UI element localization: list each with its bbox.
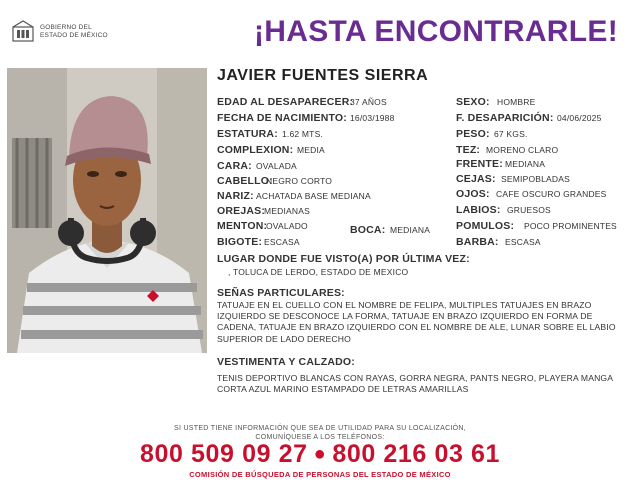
footer-commission: COMISIÓN DE BÚSQUEDA DE PERSONAS DEL ESTADO DE MÉXICO [189, 470, 451, 479]
sexo-value: HOMBRE [497, 97, 536, 107]
person-photo [7, 68, 207, 353]
logo-line-1: GOBIERNO DEL [40, 24, 92, 31]
cejas-value: SEMIPOBLADAS [501, 174, 571, 184]
phone-number-2[interactable]: 800 216 03 61 [332, 440, 501, 468]
boca-value: MEDIANA [390, 225, 431, 235]
labios-value: GRUESOS [507, 205, 551, 215]
bigote-label: BIGOTE: [217, 236, 263, 248]
phone-number-1[interactable]: 800 509 09 27 [139, 440, 308, 468]
bigote-value: ESCASA [264, 237, 300, 247]
ojos-value: CAFE OSCURO GRANDES [496, 189, 607, 199]
nariz-label: NARIZ: [217, 190, 254, 202]
complexion-value: MEDIA [297, 145, 325, 155]
peso-value: 67 KGS. [494, 129, 528, 139]
edad-label: EDAD AL DESAPARECER: [217, 96, 354, 108]
tez-value: MORENO CLARO [486, 145, 559, 155]
bullet-icon: ● [313, 443, 327, 465]
menton-value: OVALADO [266, 221, 308, 231]
state-seal-icon [10, 18, 36, 44]
headline: ¡HASTA ENCONTRARLE! [254, 15, 619, 48]
sexo-label: SEXO: [456, 96, 490, 108]
logo-line-2: ESTADO DE MÉXICO [40, 32, 108, 39]
marks-label: SEÑAS PARTICULARES: [217, 287, 345, 299]
contact-info-line-2: COMUNÍQUESE A LOS TELÉFONOS: [255, 434, 385, 441]
tez-label: TEZ: [456, 144, 481, 156]
government-logo [10, 18, 120, 44]
orejas-value: MEDIANAS [264, 206, 310, 216]
clothing-label: VESTIMENTA Y CALZADO: [217, 356, 355, 368]
ojos-label: OJOS: [456, 188, 490, 200]
nariz-value: ACHATADA BASE MEDIANA [256, 191, 371, 201]
peso-label: PESO: [456, 128, 490, 140]
boca-label: BOCA: [350, 224, 386, 236]
pomulos-label: POMULOS: [456, 220, 515, 232]
estatura-value: 1.62 MTS. [282, 129, 324, 139]
complexion-label: COMPLEXION: [217, 144, 294, 156]
phone-numbers [0, 440, 640, 469]
menton-label: MENTON: [217, 220, 268, 232]
barba-value: ESCASA [505, 237, 541, 247]
labios-label: LABIOS: [456, 204, 501, 216]
marks-text: TATUAJE EN EL CUELLO CON EL NOMBRE DE FELIPA, MULTIPLES TATUAJES EN BRAZO IZQUIERDO SE DESCONOCE LA FORMA, TATUAJE EN BRAZO IZQUIERDO EN FORMA DE CADENA, TATUAJE EN BRAZO IZQUIERDO CON EL NOMBRE DE ALE, LUNAR SOBRE EL LABIO SUPERIOR DE LADO DERECHO [217, 300, 616, 344]
pomulos-value: POCO PROMINENTES [524, 221, 617, 231]
cara-value: OVALADA [256, 161, 297, 171]
frente-value: MEDIANA [505, 159, 546, 169]
contact-info-line-1: SI USTED TIENE INFORMACIÓN QUE SEA DE UTILIDAD PARA SU LOCALIZACIÓN, [173, 425, 467, 432]
cabello-value: NEGRO CORTO [266, 176, 333, 186]
nacimiento-value: 16/03/1988 [350, 113, 395, 123]
cara-label: CARA: [217, 160, 252, 172]
person-photo-illustration [7, 68, 207, 353]
person-name: JAVIER FUENTES SIERRA [217, 67, 429, 84]
last-seen-label: LUGAR DONDE FUE VISTO(A) POR ÚLTIMA VEZ: [217, 253, 470, 265]
clothing-text: TENIS DEPORTIVO BLANCAS CON RAYAS, GORRA NEGRA, PANTS NEGRO, PLAYERA MANGA CORTA AZUL MARINO ESTAMPADO DE LETRAS AMARILLAS [217, 373, 613, 395]
barba-label: BARBA: [456, 236, 499, 248]
desaparicion-label: F. DESAPARICIÓN: [456, 112, 554, 124]
orejas-label: OREJAS: [217, 205, 266, 217]
cejas-label: CEJAS: [456, 173, 496, 185]
edad-value: 37 AÑOS [350, 97, 387, 107]
nacimiento-label: FECHA DE NACIMIENTO: [217, 112, 347, 124]
last-seen-value: , TOLUCA DE LERDO, ESTADO DE MEXICO [228, 267, 409, 277]
desaparicion-value: 04/06/2025 [557, 113, 602, 123]
cabello-label: CABELLO: [217, 175, 273, 187]
estatura-label: ESTATURA: [217, 128, 278, 140]
frente-label: FRENTE: [456, 158, 503, 170]
